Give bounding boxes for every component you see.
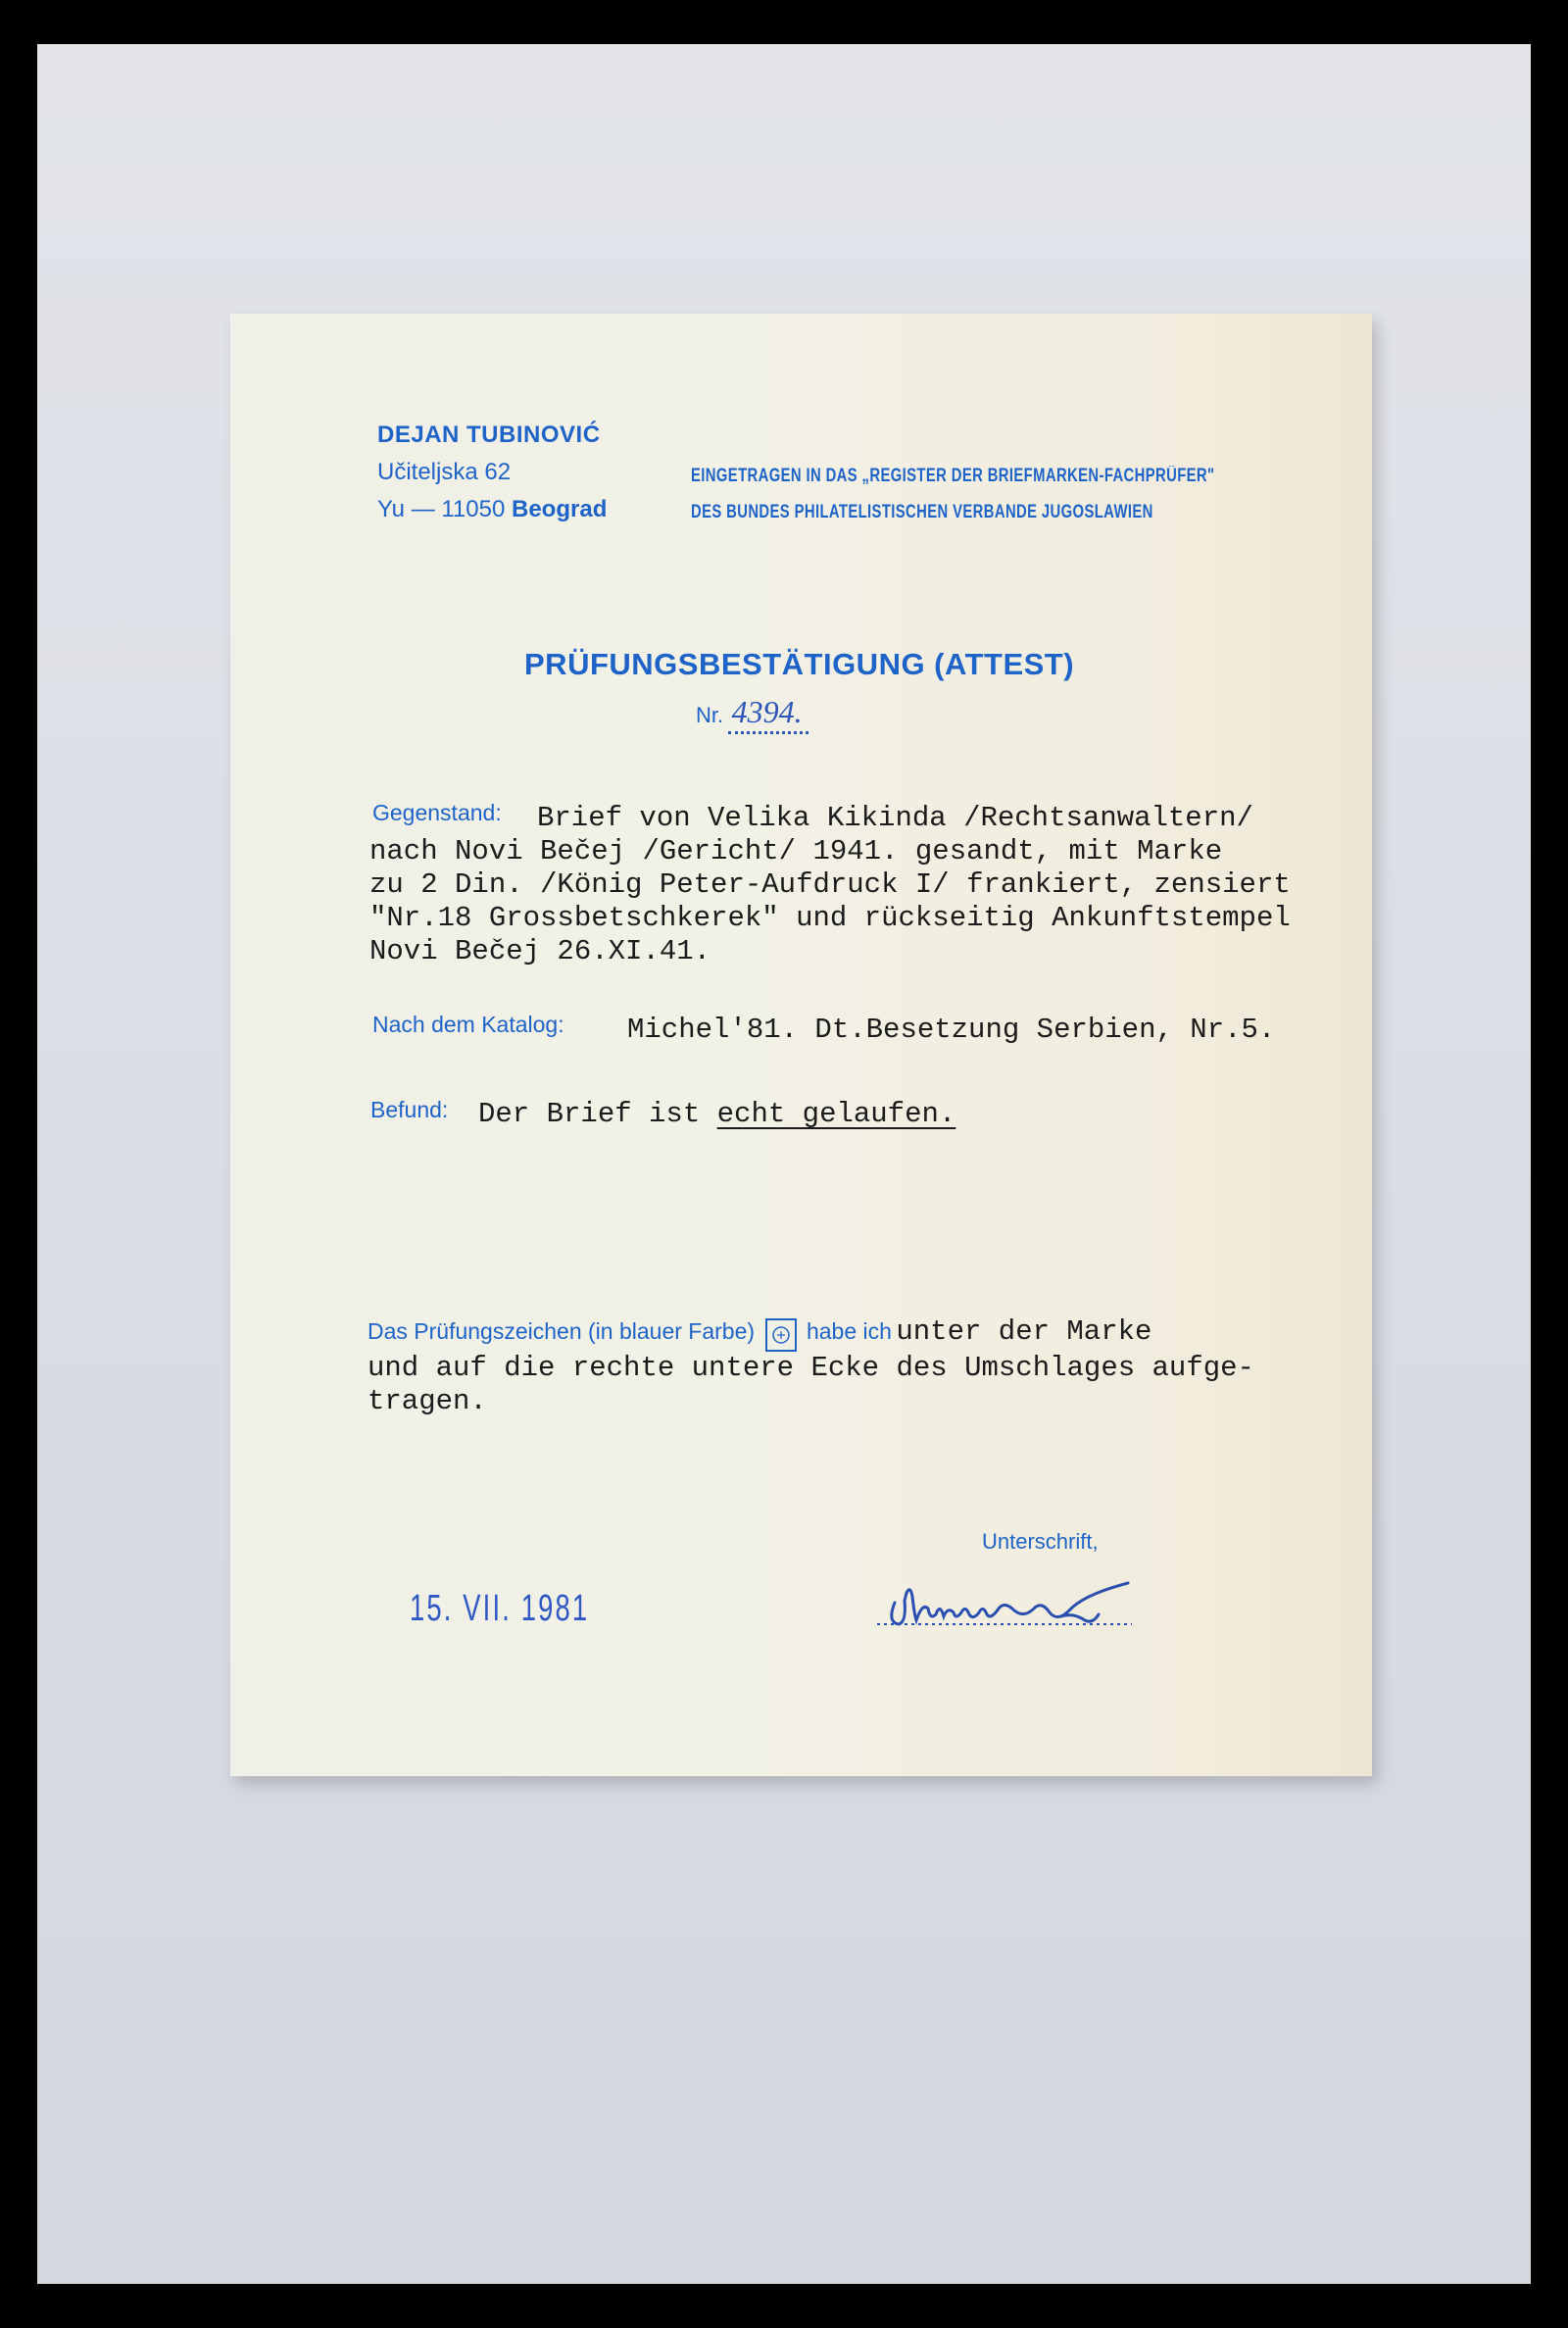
- mark-note-typed-1: unter der Marke: [896, 1315, 1152, 1348]
- sender-city-prefix: Yu — 11050: [377, 496, 506, 522]
- sender-city-line: [377, 496, 607, 523]
- sender-name: DEJAN TUBINOVIĆ: [377, 421, 601, 448]
- finding-text: [478, 1098, 956, 1130]
- attest-sheet: [230, 314, 1372, 1776]
- sender-city: Beograd: [512, 496, 608, 522]
- catalog-label: Nach dem Katalog:: [372, 1012, 564, 1037]
- document-number: [696, 694, 808, 730]
- signature: [877, 1573, 1171, 1642]
- subject-line-3: zu 2 Din. /König Peter-Aufdruck I/ frankiert, zensiert: [369, 868, 1291, 901]
- subject-line-4: "Nr.18 Grossbetschkerek" und rückseitig Ankunftstempel: [369, 902, 1291, 934]
- date-stamp: 15. VII. 1981: [410, 1588, 590, 1629]
- signature-label: Unterschrift,: [982, 1529, 1099, 1554]
- subject-line-1: Brief von Velika Kikinda /Rechtsanwaltern/: [537, 802, 1253, 834]
- subject-label: Gegenstand:: [372, 800, 502, 825]
- test-mark-icon: [765, 1318, 797, 1352]
- document-title: PRÜFUNGSBESTÄTIGUNG (ATTEST): [524, 647, 1075, 681]
- mark-note-line-1: [368, 1315, 1152, 1352]
- subject-line-5: Novi Bečej 26.XI.41.: [369, 935, 711, 967]
- mark-note-typed-2: und auf die rechte untere Ecke des Umschlages aufge-: [368, 1352, 1254, 1384]
- sender-street: Učiteljska 62: [377, 459, 512, 485]
- subject-line-2: nach Novi Bečej /Gericht/ 1941. gesandt, mit Marke: [369, 835, 1223, 867]
- number-label: Nr.: [696, 703, 724, 727]
- mark-note-part2: habe ich: [806, 1318, 892, 1344]
- finding-value: echt gelaufen.: [716, 1098, 956, 1130]
- number-value: 4394.: [728, 694, 808, 734]
- mark-note-typed-3: tragen.: [368, 1385, 487, 1417]
- register-line-2: DES BUNDES PHILATELISTISCHEN VERBANDE JUGOSLAWIEN: [691, 502, 1153, 522]
- finding-label: Befund:: [370, 1097, 449, 1122]
- finding-prefix: Der Brief ist: [478, 1098, 701, 1130]
- register-line-1: EINGETRAGEN IN DAS „REGISTER DER BRIEFMARKEN-FACHPRÜFER": [691, 466, 1215, 486]
- mark-note-part1: Das Prüfungszeichen (in blauer Farbe): [368, 1318, 756, 1344]
- catalog-value: Michel'81. Dt.Besetzung Serbien, Nr.5.: [627, 1014, 1276, 1046]
